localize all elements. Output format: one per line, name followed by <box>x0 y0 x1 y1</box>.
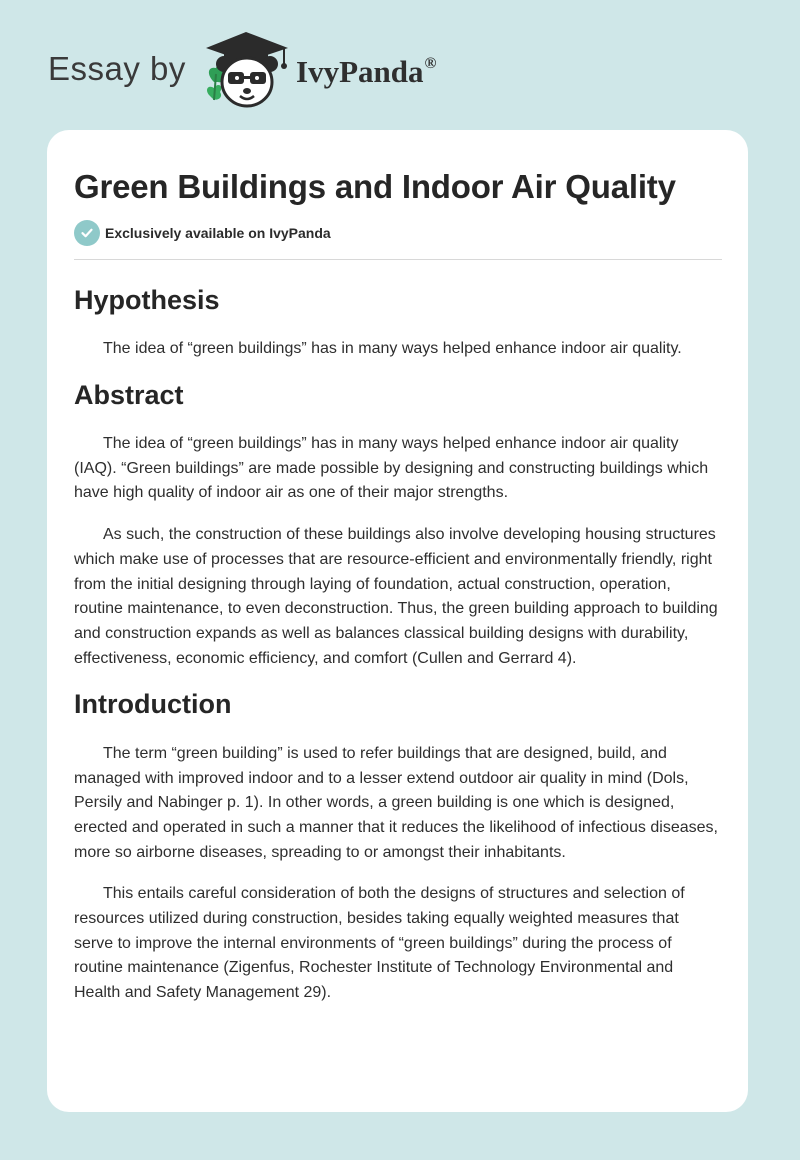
badge-label: Exclusively available on IvyPanda <box>105 224 331 241</box>
abstract-paragraph-1: The idea of “green buildings” has in many ways helped enhance indoor air quality (IAQ). “Green buildings” are made possible by designing and constructing buildings which have high quality of indoor air as one of their major strengths. <box>74 435 709 502</box>
title-divider <box>74 259 722 260</box>
section-heading-hypothesis: Hypothesis <box>74 284 220 315</box>
section-heading-introduction: Introduction <box>74 689 232 720</box>
brand-prefix: Essay by <box>48 50 186 87</box>
essay-card <box>47 130 748 1112</box>
exclusive-badge <box>74 220 722 246</box>
introduction-paragraph-1: The term “green building” is used to refer buildings that are designed, build, and managed with improved indoor and to a lesser extend outdoor air quality in mind (Dols, Persily and Nabinger p. 1). In other words, a green building is one which is designed, erected and operated in such a manner that it reduces the likelihood of infectious diseases, more so airborne diseases, spreading to or amongst their inhabitants. <box>74 744 718 861</box>
ivypanda-logo-icon <box>200 30 292 110</box>
brand-name: IvyPanda® <box>296 54 437 89</box>
checkmark-icon <box>74 220 100 246</box>
abstract-paragraph-2: As such, the construction of these buildings also involve developing housing structures which make use of processes that are resource-efficient and environmentally friendly, right from the initial designing through laying of foundation, actual construction, operation, routine maintenance, to even deconstruction. Thus, the green building approach to building and construction expands as well as balances classical building designs with durability, effectiveness, economic efficiency, and comfort (Cullen and Gerrard 4). <box>74 526 718 667</box>
introduction-paragraph-2: This entails careful consideration of both the designs of structures and selection of resources utilized during construction, besides taking equally weighted measures that serve to improve the internal environments of “green buildings” during the process of routine maintenance (Zigenfus, Rochester Institute of Technology Environmental and Health and Safety Management 29). <box>74 885 685 1002</box>
hypothesis-paragraph: The idea of “green buildings” has in many ways helped enhance indoor air quality. <box>103 339 682 357</box>
section-heading-abstract: Abstract <box>74 379 184 410</box>
brand-header[interactable] <box>48 30 468 110</box>
page-title: Green Buildings and Indoor Air Quality <box>74 168 676 205</box>
